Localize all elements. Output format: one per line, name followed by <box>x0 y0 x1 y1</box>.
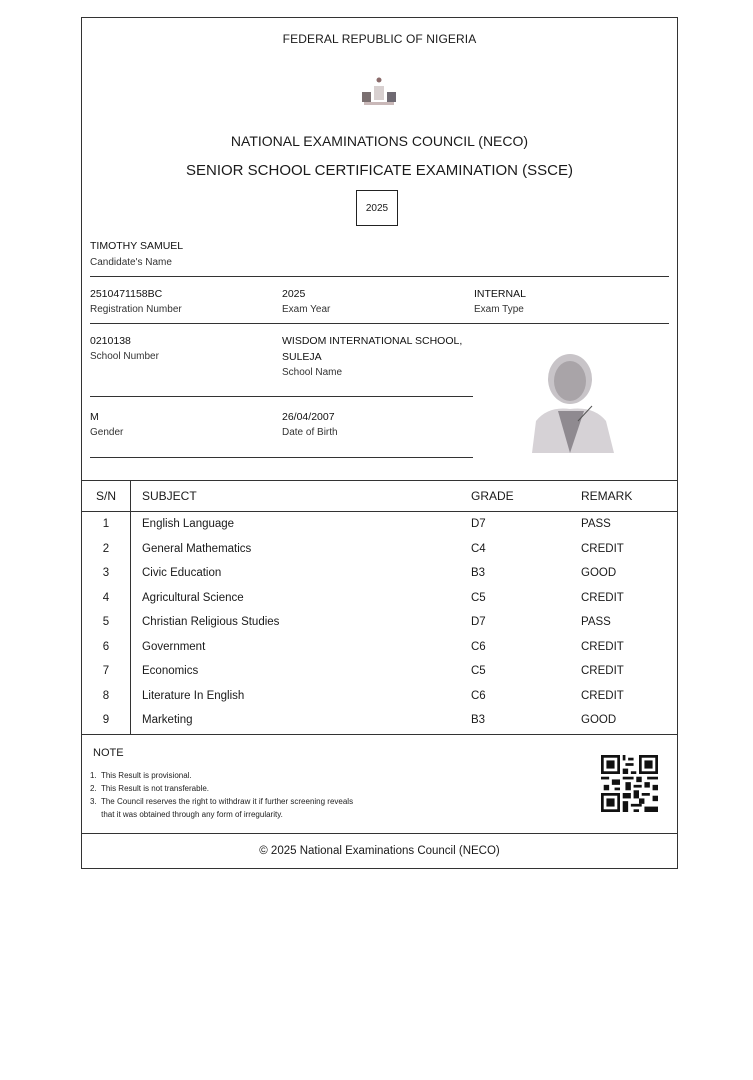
row-remark: CREDIT <box>581 640 624 653</box>
divider <box>90 396 473 397</box>
results-table <box>82 480 677 733</box>
row-subject: Economics <box>142 665 199 678</box>
row-remark: PASS <box>581 518 611 531</box>
row-sn: 2 <box>102 542 110 555</box>
footer <box>82 833 677 870</box>
row-remark: GOOD <box>581 714 617 727</box>
row-subject: Literature In English <box>142 689 245 702</box>
note-item: that it was obtained through any form of irregularity. <box>90 810 283 819</box>
gender-label: Gender <box>90 427 124 438</box>
row-subject: English Language <box>142 518 235 531</box>
table-row <box>82 537 677 562</box>
note-item: 1. This Result is provisional. <box>90 771 192 780</box>
year-box: 2025 <box>356 190 398 226</box>
row-subject: Christian Religious Studies <box>142 616 280 629</box>
row-subject: Government <box>142 640 206 653</box>
row-sn: 1 <box>102 518 110 531</box>
row-grade: C5 <box>471 591 486 604</box>
copyright: © 2025 National Examinations Council (NECO) <box>259 845 500 857</box>
school-number: 0210138 <box>90 335 131 347</box>
council-title: NATIONAL EXAMINATIONS COUNCIL (NECO) <box>230 133 529 149</box>
row-remark: GOOD <box>581 567 617 580</box>
row-grade: C4 <box>471 542 486 555</box>
table-row <box>82 708 677 733</box>
row-grade: C6 <box>471 689 486 702</box>
row-sn: 6 <box>102 640 110 653</box>
row-sn: 5 <box>102 616 110 629</box>
exam-title: SENIOR SCHOOL CERTIFICATE EXAMINATION (SSCE) <box>186 162 573 179</box>
row-remark: CREDIT <box>581 665 624 678</box>
exam-year: 2025 <box>282 288 306 300</box>
school-name-line2: SULEJA <box>282 351 322 363</box>
row-sn: 9 <box>102 714 110 727</box>
note-title: NOTE <box>93 747 124 759</box>
date-of-birth: 26/04/2007 <box>282 411 335 423</box>
row-remark: PASS <box>581 616 611 629</box>
row-sn: 4 <box>102 591 110 604</box>
divider <box>90 323 669 324</box>
result-slip <box>81 17 678 869</box>
table-row <box>82 586 677 611</box>
registration-number: 2510471158BC <box>90 288 163 300</box>
registration-number-label: Registration Number <box>90 304 182 315</box>
country-heading: FEDERAL REPUBLIC OF NIGERIA <box>282 32 477 46</box>
table-row <box>82 610 677 635</box>
note-item: 3. The Council reserves the right to withdraw it if further screening reveals <box>90 797 354 806</box>
row-sn: 3 <box>102 567 110 580</box>
row-sn: 8 <box>102 689 110 702</box>
exam-type: INTERNAL <box>474 288 526 300</box>
school-name-label: School Name <box>282 367 343 378</box>
header-sn: S/N <box>95 489 116 503</box>
qr-code-icon <box>601 755 658 812</box>
date-of-birth-label: Date of Birth <box>282 427 338 438</box>
nigeria-coat-of-arms-icon <box>352 74 406 110</box>
table-row <box>82 635 677 660</box>
row-subject: Agricultural Science <box>142 591 244 604</box>
row-grade: B3 <box>471 714 486 727</box>
table-row <box>82 561 677 586</box>
divider <box>90 276 669 277</box>
school-name-line1: WISDOM INTERNATIONAL SCHOOL, <box>282 335 463 347</box>
header-subject: SUBJECT <box>142 489 197 503</box>
row-subject: Marketing <box>142 714 193 727</box>
exam-type-label: Exam Type <box>474 304 524 315</box>
row-remark: CREDIT <box>581 542 624 555</box>
table-row <box>82 659 677 684</box>
header-remark: REMARK <box>581 489 633 503</box>
divider <box>90 457 473 458</box>
row-grade: D7 <box>471 518 486 531</box>
candidate-name-label: Candidate's Name <box>90 257 172 268</box>
school-number-label: School Number <box>90 351 159 362</box>
row-remark: CREDIT <box>581 591 624 604</box>
gender: M <box>90 411 99 423</box>
table-row <box>82 512 677 537</box>
row-sn: 7 <box>102 665 110 678</box>
exam-year-label: Exam Year <box>282 304 331 315</box>
table-header <box>82 481 677 512</box>
header-grade: GRADE <box>471 489 514 503</box>
candidate-photo <box>518 351 628 453</box>
candidate-name: TIMOTHY SAMUEL <box>90 240 184 252</box>
row-subject: Civic Education <box>142 567 222 580</box>
row-grade: C5 <box>471 665 486 678</box>
row-grade: B3 <box>471 567 486 580</box>
row-grade: C6 <box>471 640 486 653</box>
row-grade: D7 <box>471 616 486 629</box>
column-divider <box>130 480 131 734</box>
note-item: 2. This Result is not transferable. <box>90 784 210 793</box>
table-row <box>82 684 677 709</box>
row-remark: CREDIT <box>581 689 624 702</box>
row-subject: General Mathematics <box>142 542 252 555</box>
note-section <box>82 734 677 835</box>
